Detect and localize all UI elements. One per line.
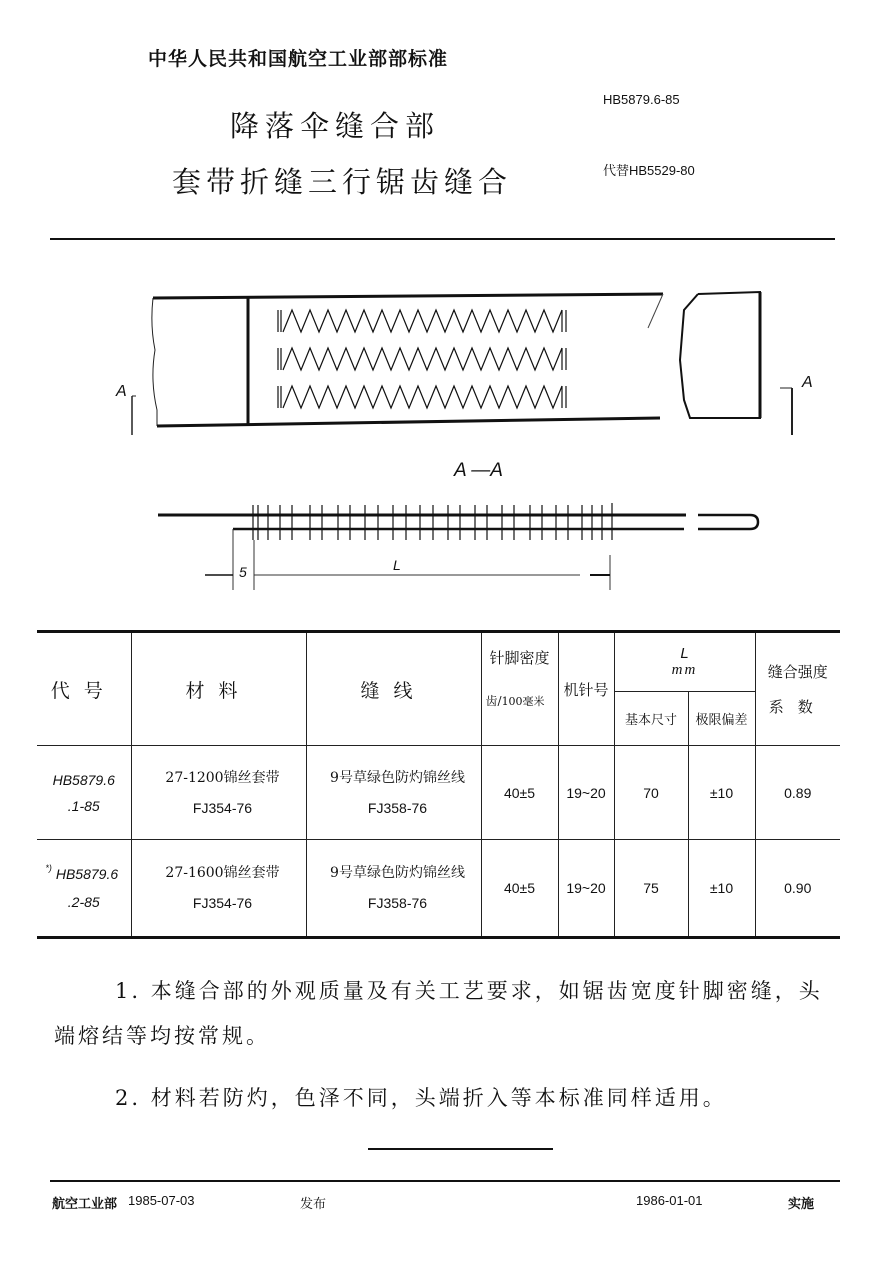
density-unit-denominator: 100毫米 [501,695,545,708]
specification-table [37,630,840,939]
header-tolerance: 极限偏差 [688,692,755,746]
row-strength: 0.89 [755,746,840,840]
footer-issue-date: 1985-07-03 [128,1193,195,1208]
row-basic-size: 70 [614,746,688,840]
footer-effective-label: 实施 [788,1196,815,1211]
row-needle-no: 19~20 [558,840,614,938]
header-basic-size: 基本尺寸 [614,692,688,746]
footer-issue-label: 发布 [300,1196,327,1211]
header-strength-coefficient: 缝合强度 系数 [755,632,840,746]
header-stitch-density: 针脚密度 齿/100毫米 [481,632,558,746]
header-L: L mm [614,632,755,692]
row-tolerance: ±10 [688,746,755,840]
issuing-organization: 中华人民共和国航空工业部部标准 [148,48,449,70]
document-title-line1: 降落伞缝合部 [230,109,441,143]
dimension-offset-label: 5 [239,564,247,580]
footer-effective-date: 1986-01-01 [636,1193,703,1208]
note-1: 1. 本缝合部的外观质量及有关工艺要求，如锯齿宽度针脚密缝，头 [115,979,823,1003]
note-2: 2. 材料若防灼，色泽不同，头端折入等本标准同样适用。 [115,1086,727,1110]
row-stitch-density: 40±5 [481,746,558,840]
plan-view-diagram [100,280,820,450]
row-basic-size: 75 [614,840,688,938]
table-row [37,746,840,840]
row-thread: 9号草绿色防灼锦丝线 FJ358-76 [306,746,481,840]
end-of-text-divider [368,1148,553,1150]
standard-number: HB5879.6-85 [603,92,680,107]
replaces-standard: 代替HB5529-80 [603,163,695,178]
row-tolerance: ±10 [688,840,755,938]
row-stitch-density: 40±5 [481,840,558,938]
document-title-line2: 套带折缝三行锯齿缝合 [172,165,513,199]
row-footnote-marker: *) [45,863,52,873]
cut-marker-left-label: A [116,383,127,400]
cut-marker-right-label: A [802,374,813,391]
note-1-continued: 端熔结等均按常规。 [54,1024,270,1048]
row-code: HB5879.6 .1-85 [37,746,131,840]
row-material: 27-1200锦丝套带 FJ354-76 [131,746,306,840]
dimension-length-label: L [393,557,401,573]
header-divider [50,238,835,240]
footer-issuer: 航空工业部 [52,1196,118,1211]
header-code: 代号 [37,632,131,746]
row-code: *) HB5879.6 .2-85 [37,840,131,938]
header-material: 材料 [131,632,306,746]
section-label: A —A [454,460,503,481]
header-needle-no: 机针号 [558,632,614,746]
header-thread: 缝线 [306,632,481,746]
table-row [37,840,840,938]
row-needle-no: 19~20 [558,746,614,840]
row-material: 27-1600锦丝套带 FJ354-76 [131,840,306,938]
row-strength: 0.90 [755,840,840,938]
row-thread: 9号草绿色防灼锦丝线 FJ358-76 [306,840,481,938]
footer-divider [50,1180,840,1182]
density-unit-numerator: 齿 [485,694,498,708]
